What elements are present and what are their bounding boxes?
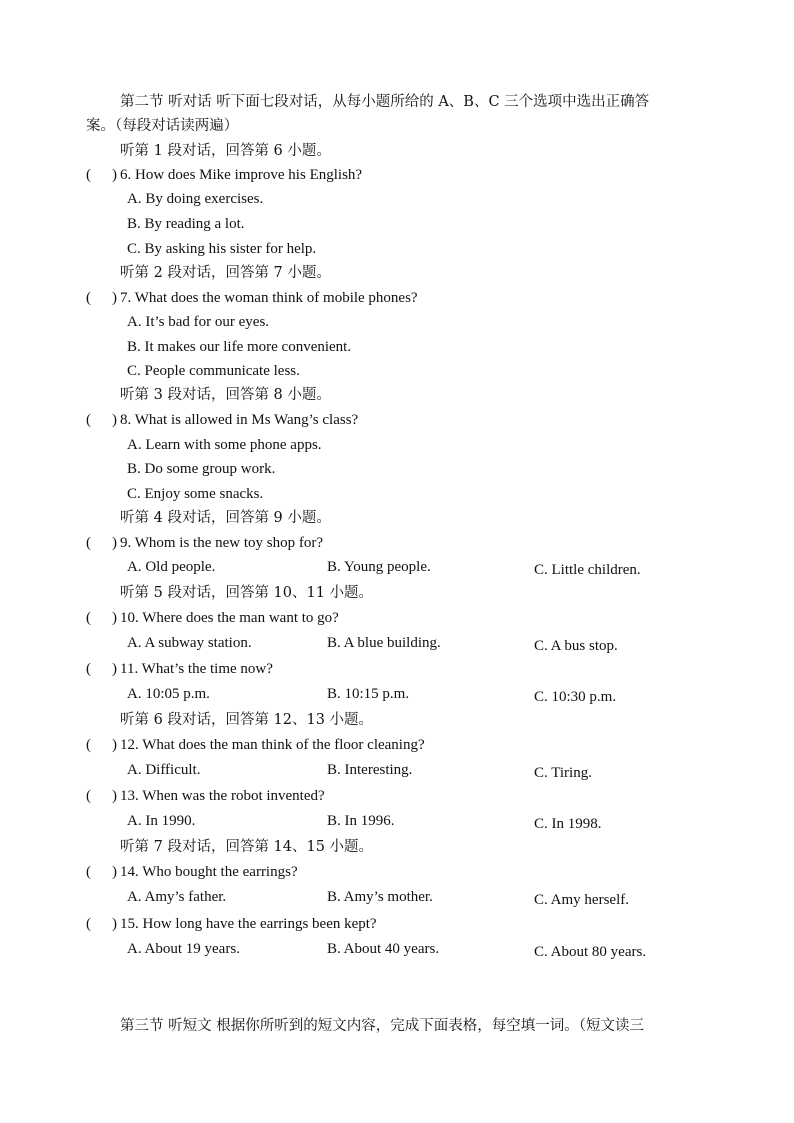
group-intro-6: 听第 6 段对话，回答第 12、13 小题。	[120, 712, 374, 728]
section2-heading-line1: 第二节 听对话 听下面七段对话，从每小题所给的 A、B、C 三个选项中选出正确答	[120, 94, 650, 110]
group-intro-2: 听第 2 段对话，回答第 7 小题。	[120, 265, 331, 281]
question-6-option-a: A. By doing exercises.	[127, 191, 264, 207]
section3-heading: 第三节 听短文 根据你所听到的短文内容，完成下面表格，每空填一词。（短文读三	[120, 1018, 644, 1034]
group-intro-1: 听第 1 段对话，回答第 6 小题。	[120, 143, 331, 159]
question-7-option-a: A. It’s bad for our eyes.	[127, 314, 270, 330]
question-12-option-a: A. Difficult.	[127, 762, 201, 778]
group-intro-5: 听第 5 段对话，回答第 10、11 小题。	[120, 585, 374, 601]
answer-blank-13[interactable]: ( )	[86, 788, 117, 804]
question-13-option-a: A. In 1990.	[127, 813, 196, 829]
question-11-text: 11. What’s the time now?	[120, 661, 273, 677]
question-13-option-b: B. In 1996.	[327, 813, 395, 829]
group-intro-7: 听第 7 段对话，回答第 14、15 小题。	[120, 839, 374, 855]
question-8-option-c: C. Enjoy some snacks.	[127, 486, 264, 502]
question-12-option-b: B. Interesting.	[327, 762, 413, 778]
question-7-text: 7. What does the woman think of mobile phones?	[120, 290, 418, 306]
question-15-option-c: C. About 80 years.	[534, 944, 647, 960]
question-10-option-b: B. A blue building.	[327, 635, 441, 651]
question-15-option-b: B. About 40 years.	[327, 941, 440, 957]
question-14-text: 14. Who bought the earrings?	[120, 864, 298, 880]
group-intro-4: 听第 4 段对话，回答第 9 小题。	[120, 510, 331, 526]
question-6-option-c: C. By asking his sister for help.	[127, 241, 317, 257]
question-10-option-a: A. A subway station.	[127, 635, 252, 651]
question-11-option-a: A. 10:05 p.m.	[127, 686, 210, 702]
question-15-option-a: A. About 19 years.	[127, 941, 240, 957]
answer-blank-11[interactable]: ( )	[86, 661, 117, 677]
section2-heading-line2: 案。（每段对话读两遍）	[86, 118, 239, 134]
answer-blank-12[interactable]: ( )	[86, 737, 117, 753]
answer-blank-8[interactable]: ( )	[86, 412, 117, 428]
question-6-text: 6. How does Mike improve his English?	[120, 167, 363, 183]
question-7-option-c: C. People communicate less.	[127, 363, 300, 379]
question-12-text: 12. What does the man think of the floor cleaning?	[120, 737, 425, 753]
question-14-option-b: B. Amy’s mother.	[327, 889, 433, 905]
question-14-option-c: C. Amy herself.	[534, 892, 629, 908]
question-12-option-c: C. Tiring.	[534, 765, 592, 781]
answer-blank-6[interactable]: ( )	[86, 167, 117, 183]
question-9-option-c: C. Little children.	[534, 562, 641, 578]
answer-blank-14[interactable]: ( )	[86, 864, 117, 880]
answer-blank-9[interactable]: ( )	[86, 535, 117, 551]
question-8-option-a: A. Learn with some phone apps.	[127, 437, 322, 453]
question-13-option-c: C. In 1998.	[534, 816, 602, 832]
question-14-option-a: A. Amy’s father.	[127, 889, 227, 905]
group-intro-3: 听第 3 段对话，回答第 8 小题。	[120, 387, 331, 403]
question-6-option-b: B. By reading a lot.	[127, 216, 245, 232]
question-10-option-c: C. A bus stop.	[534, 638, 618, 654]
answer-blank-7[interactable]: ( )	[86, 290, 117, 306]
question-9-option-a: A. Old people.	[127, 559, 216, 575]
question-9-text: 9. Whom is the new toy shop for?	[120, 535, 324, 551]
answer-blank-15[interactable]: ( )	[86, 916, 117, 932]
question-8-option-b: B. Do some group work.	[127, 461, 276, 477]
question-10-text: 10. Where does the man want to go?	[120, 610, 339, 626]
question-11-option-c: C. 10:30 p.m.	[534, 689, 617, 705]
question-13-text: 13. When was the robot invented?	[120, 788, 325, 804]
question-11-option-b: B. 10:15 p.m.	[327, 686, 410, 702]
question-9-option-b: B. Young people.	[327, 559, 431, 575]
question-7-option-b: B. It makes our life more convenient.	[127, 339, 352, 355]
question-8-text: 8. What is allowed in Ms Wang’s class?	[120, 412, 359, 428]
question-15-text: 15. How long have the earrings been kept?	[120, 916, 377, 932]
answer-blank-10[interactable]: ( )	[86, 610, 117, 626]
